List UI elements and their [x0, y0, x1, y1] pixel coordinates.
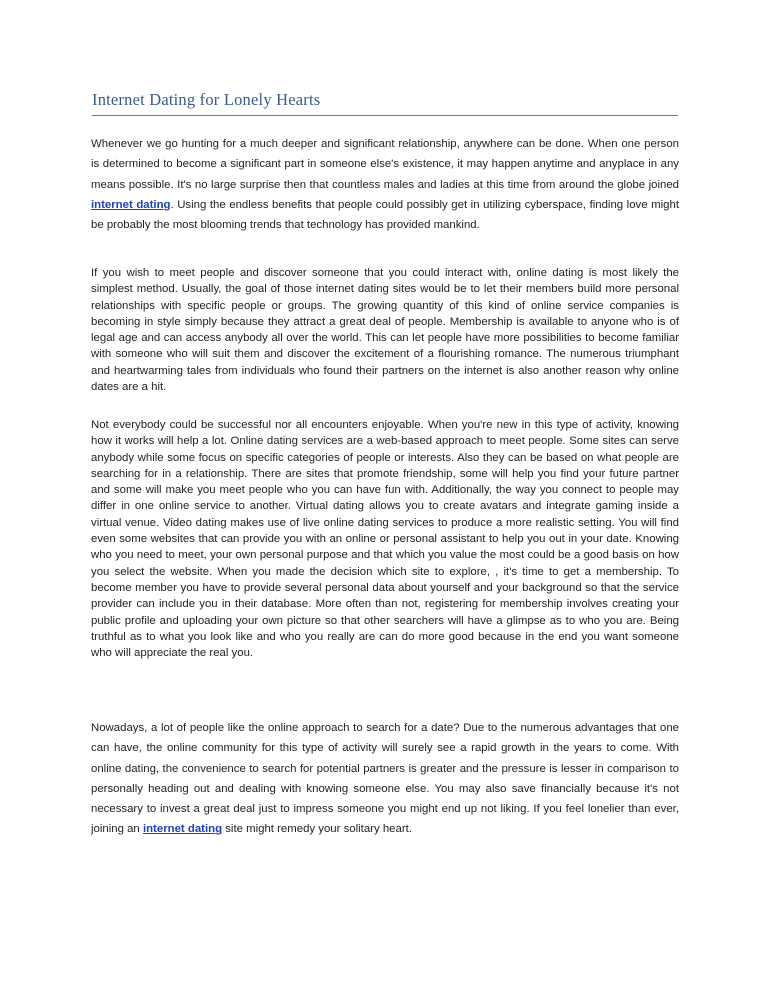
internet-dating-link-1[interactable]: internet dating — [91, 198, 171, 211]
paragraph-1-text-b: . Using the endless benefits that people could possibly get in utilizing cyberspace, finding love might be probably the most blooming trends that technology has provided mankind. — [91, 198, 679, 232]
paragraph-4-text-b: site might remedy your solitary heart. — [222, 823, 412, 836]
internet-dating-link-2[interactable]: internet dating — [142, 823, 223, 836]
paragraph-4 — [91, 718, 679, 840]
paragraph-2: If you wish to meet people and discover someone that you could interact with, online dating is most likely the simplest method. Usually, the goal of those internet dating sites would be to let their members build more personal relationships with specific people or groups. The growing quantity of this kind of online service companies is becoming in style simply because they attract a great deal of people. Membership is available to anyone who is of legal age and can access anybody all over the world. This can let people have more possibilities to become familiar with someone who will suit them and discover the excitement of a flourishing romance. The numerous triumphant and heartwarming tales from individuals who found their partners on the internet is also another reason why online dates are a hit. — [91, 267, 679, 394]
document-title: Internet Dating for Lonely Hearts — [92, 90, 678, 116]
paragraph-1-text-a: Whenever we go hunting for a much deeper and significant relationship, anywhere can be done. When one person is determined to become a significant part in someone else's existence, it may happen anytime and anyplace in any means possible. It's no large surprise then that countless males and ladies at this time from around the globe joined — [91, 138, 679, 191]
paragraph-3: Not everybody could be successful nor all encounters enjoyable. When you're new in this type of activity, knowing how it works will help a lot. Online dating services are a web-based approach to meet people. Some sites can serve anybody while some focus on specific categories of people or interests. Also they can be based on what people are searching for in a relationship. There are sites that promote friendship, some will help you find your future partner and some will make you meet people who you can have fun with. Additionally, the way you connect to people may differ in one online service to another. Virtual dating allows you to create avatars and integrate gaming inside a virtual venue. Video dating makes use of live online dating services to produce a more realistic setting. You will find even some websites that can provide you with an online or personal assistant to help you out in your date. Knowing who you need to meet, your own personal purpose and that which you value the most could be a good basis on how you select the website. When you made the decision which site to explore, , it's time to get a membership. To become member you have to provide several personal data about yourself and your background so that the service provider can include you in their database. More often than not, registering for membership involves creating your public profile and uploading your own picture so that other searchers will have a glimpse as to who you are. Being truthful as to what you look like and who you really are can do more good because in the end you want someone who will appreciate the real you. — [91, 419, 679, 660]
paragraph-4-text-a: Nowadays, a lot of people like the online approach to search for a date? Due to the numerous advantages that one can have, the online community for this type of activity will surely see a rapid growth in the years to come. With online dating, the convenience to search for potential partners is greater and the pressure is lesser in comparison to personally heading out and dealing with knowing someone else. You may also save financially because it's not necessary to invest a great deal just to impress someone you might end up not liking. If you feel lonelier than ever, joining an — [91, 722, 679, 836]
paragraph-1 — [91, 134, 679, 235]
